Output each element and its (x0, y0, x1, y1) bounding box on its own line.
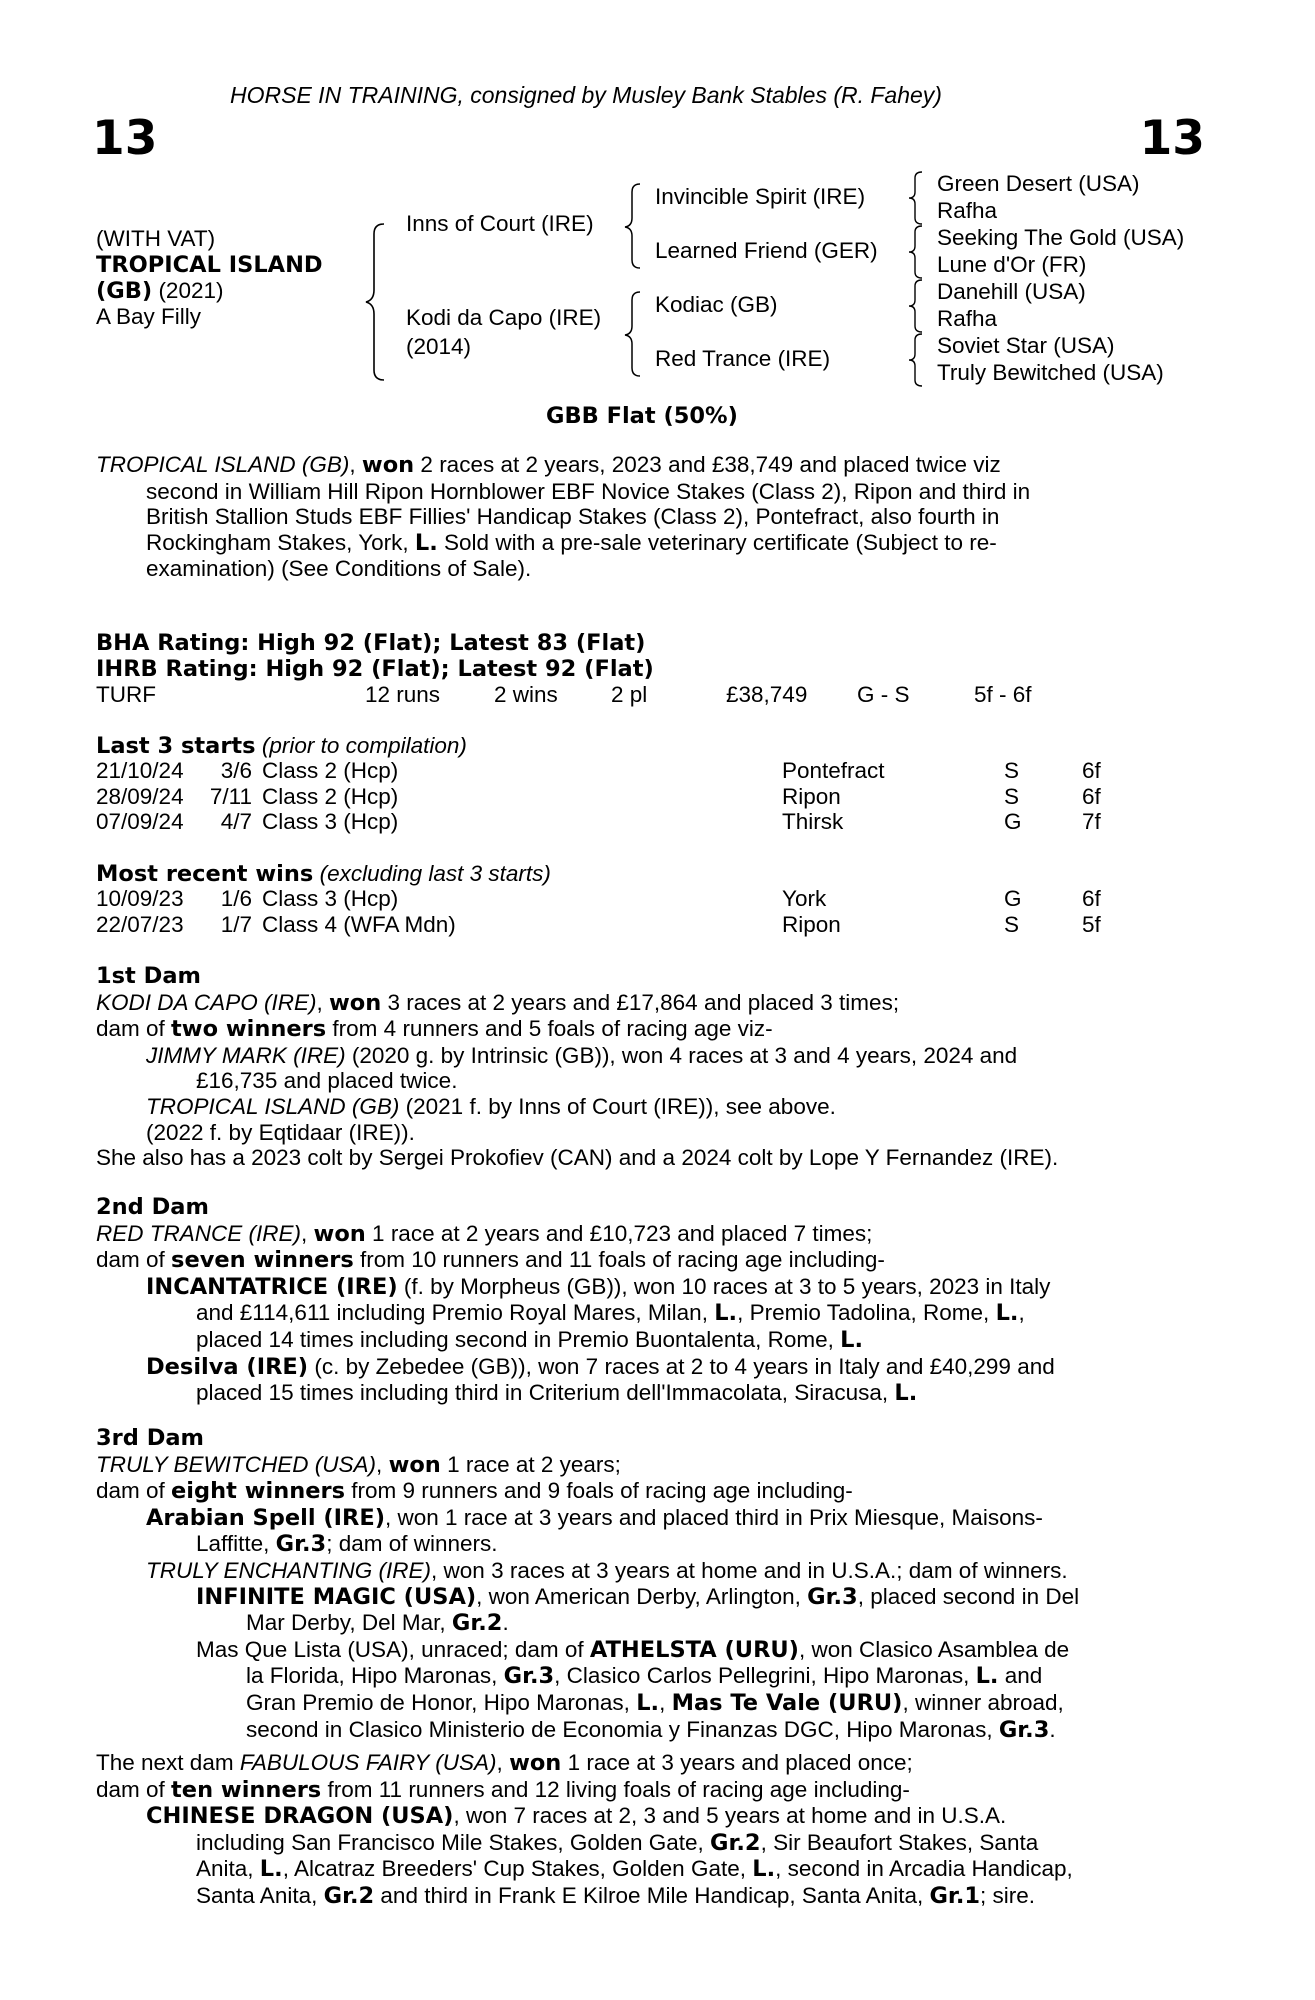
last3-heading: Last 3 starts (prior to compilation) (96, 733, 467, 759)
lot-number-left: 13 (92, 111, 158, 166)
last3-table (96, 758, 1101, 835)
third-dam-section: 3rd Dam TRULY BEWITCHED (USA), won 1 race at 2 years; dam of eight winners from 9 runners and 9 foals of racing age including- Arabian Spell (IRE), won 1 race at 3 years and placed third in Prix Miesque, Maisons- Laffitte, Gr.3; dam of winners. TRULY ENCHANTING (IRE), won 3 races at 3 years at home and in U.S.A.; dam of winners. INFINITE MAGIC (USA), won American Derby, Arlington, Gr.3, placed second in Del Mar Derby, Del Mar, Gr.2. Mas Que Lista (USA), unraced; dam of ATHELSTA (URU), won Clasico Asamblea de la Florida, Hipo Maronas, Gr.3, Clasico Carlos Pellegrini, Hipo Maronas, L. and Gran Premio de Honor, Hipo Maronas, L., Mas Te Vale (URU), winner abroad, second in Clasico Ministerio de Economia y Finanzas DGC, Hipo Maronas, Gr.3. (96, 1426, 1206, 1743)
pedigree-g4: Lune d'Or (FR) (937, 252, 1087, 277)
catalogue-header: HORSE IN TRAINING, consigned by Musley Bank Stables (R. Fahey) (230, 82, 942, 108)
table-row: 28/09/24 7/11 Class 2 (Hcp) Ripon S 6f (96, 783, 1101, 809)
table-row: 10/09/23 1/6 Class 3 (Hcp) York G 6f (96, 886, 1101, 911)
turf-runs: 12 runs (365, 682, 441, 707)
section-heading: 3rd Dam (96, 1425, 204, 1451)
pedigree-sire-sire: Invincible Spirit (IRE) (655, 184, 866, 209)
recent-wins-table (96, 886, 1101, 937)
recent-wins-heading: Most recent wins (excluding last 3 starts) (96, 861, 551, 887)
table-row: 07/09/24 4/7 Class 3 (Hcp) Thirsk G 7f (96, 809, 1101, 835)
horse-description: A Bay Filly (96, 304, 202, 329)
pedigree-brace-g1 (906, 170, 926, 226)
pedigree-dam-dam: Red Trance (IRE) (655, 346, 831, 371)
section-heading: 1st Dam (96, 963, 201, 989)
pedigree-sire-dam: Learned Friend (GER) (655, 238, 878, 263)
first-dam-section: 1st Dam KODI DA CAPO (IRE), won 3 races at 2 years and £17,864 and placed 3 times; dam of two winners from 4 runners and 5 foals of racing age viz- JIMMY MARK (IRE) (2020 g. by Intrinsic (GB)), won 4 races at 3 and 4 years, 2024 and £16,735 and placed twice. TROPICAL ISLAND (GB) (2021 f. by Inns of Court (IRE)), see above. (2022 f. by Eqtidaar (IRE)). She also has a 2023 colt by Sergei Prokofiev (CAN) and a 2024 colt by Lope Y Fernandez (IRE). (96, 964, 1206, 1171)
gbb-status: GBB Flat (50%) (546, 403, 738, 429)
turf-wins: 2 wins (494, 682, 558, 707)
turf-placed: 2 pl (611, 682, 648, 707)
pedigree-g8: Truly Bewitched (USA) (937, 360, 1164, 385)
pedigree-g3: Seeking The Gold (USA) (937, 225, 1185, 250)
pedigree-dam: Kodi da Capo (IRE) (406, 305, 602, 330)
pedigree-g1: Green Desert (USA) (937, 171, 1140, 196)
pedigree-brace-sire (622, 182, 646, 270)
pedigree-brace-g3 (906, 278, 926, 334)
horse-name: TROPICAL ISLAND (96, 252, 323, 278)
pedigree-brace-dam (622, 290, 646, 378)
turf-label: TURF (96, 682, 156, 707)
pedigree-g2: Rafha (937, 198, 998, 223)
next-dam-section: The next dam FABULOUS FAIRY (USA), won 1 race at 3 years and placed once; dam of ten winners from 11 runners and 12 living foals of racing age including- CHINESE DRAGON (USA), won 7 races at 2, 3 and 5 years at home and in U.S.A. including San Francisco Mile Stakes, Golden Gate, Gr.2, Sir Beaufort Stakes, Santa Anita, L., Alcatraz Breeders' Cup Stakes, Golden Gate, L., second in Arcadia Handicap, Santa Anita, Gr.2 and third in Frank E Kilroe Mile Handicap, Santa Anita, Gr.1; sire. (96, 1750, 1073, 1909)
bha-rating: BHA Rating: High 92 (Flat); Latest 83 (Flat) (96, 630, 646, 656)
horse-origin-year: (GB) (2021) (96, 278, 224, 304)
table-row: 21/10/24 3/6 Class 2 (Hcp) Pontefract S 6f (96, 758, 1101, 783)
vat-note: (WITH VAT) (96, 226, 216, 251)
table-row: 22/07/23 1/7 Class 4 (WFA Mdn) Ripon S 5f (96, 911, 1101, 937)
pedigree-dam-year: (2014) (406, 334, 472, 359)
race-summary: TROPICAL ISLAND (GB), won 2 races at 2 years, 2023 and £38,749 and placed twice viz second in William Hill Ripon Hornblower EBF Novice Stakes (Class 2), Ripon and third in British Stallion Studs EBF Fillies' Handicap Stakes (Class 2), Pontefract, also fourth in Rockingham Stakes, York, L. Sold with a pre-sale veterinary certificate (Subject to re- examination) (See Conditions of Sale). (96, 452, 1031, 582)
pedigree-g6: Rafha (937, 306, 998, 331)
turf-distance: 5f - 6f (974, 682, 1032, 707)
pedigree-g7: Soviet Star (USA) (937, 333, 1115, 358)
turf-going: G - S (857, 682, 910, 707)
pedigree-brace-g4 (906, 332, 926, 388)
pedigree-dam-sire: Kodiac (GB) (655, 292, 778, 317)
lot-number-right: 13 (1139, 111, 1205, 166)
pedigree-g5: Danehill (USA) (937, 279, 1086, 304)
ihrb-rating: IHRB Rating: High 92 (Flat); Latest 92 (Flat) (96, 656, 654, 682)
pedigree-sire: Inns of Court (IRE) (406, 211, 594, 236)
section-heading: 2nd Dam (96, 1194, 209, 1220)
second-dam-section: 2nd Dam RED TRANCE (IRE), won 1 race at 2 years and £10,723 and placed 7 times; dam of seven winners from 10 runners and 11 foals of racing age including- INCANTATRICE (IRE) (f. by Morpheus (GB)), won 10 races at 3 to 5 years, 2023 in Italy and £114,611 including Premio Royal Mares, Milan, L., Premio Tadolina, Rome, L., placed 14 times including second in Premio Buontalenta, Rome, L. Desilva (IRE) (c. by Zebedee (GB)), won 7 races at 2 to 4 years in Italy and £40,299 and placed 15 times including third in Criterium dell'Immacolata, Siracusa, L. (96, 1195, 1206, 1407)
pedigree-brace-g2 (906, 224, 926, 280)
pedigree-brace-main (362, 222, 392, 382)
turf-earnings: £38,749 (726, 682, 808, 707)
